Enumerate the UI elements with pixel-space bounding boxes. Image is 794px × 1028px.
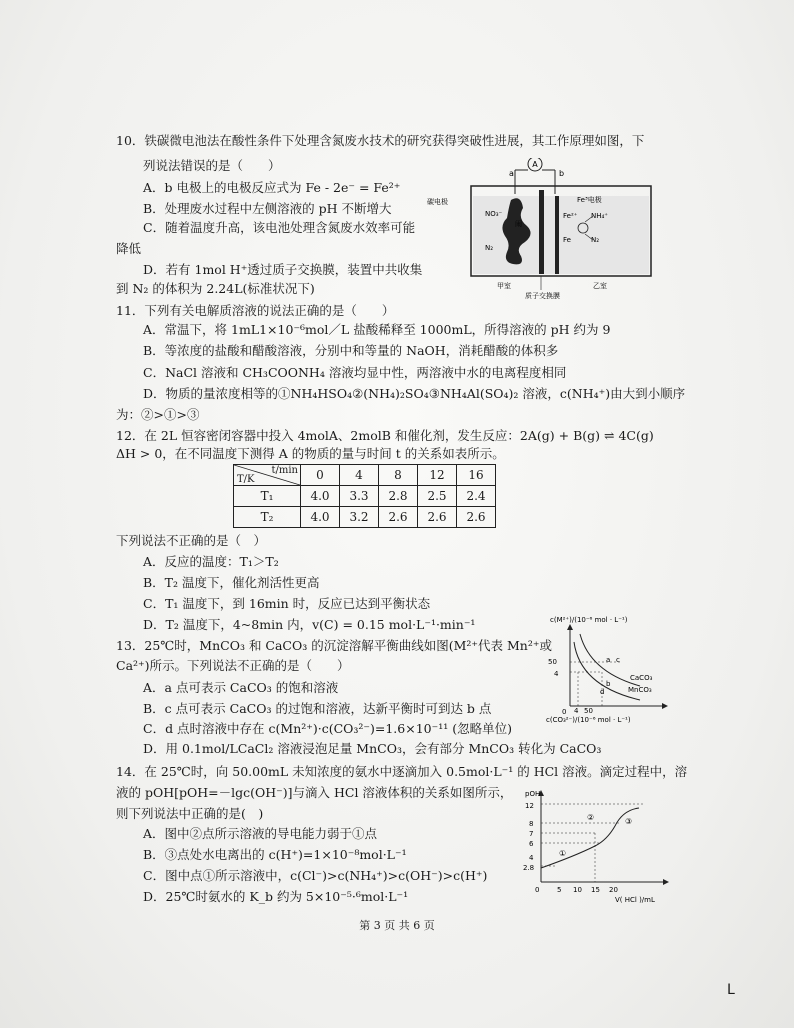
right-chamber-label: 乙室 <box>593 282 607 290</box>
table-header-row <box>234 465 496 486</box>
table-cell: 4.0 <box>301 486 340 507</box>
q11-stem: 11．下列有关电解质溶液的说法正确的是（ ） <box>116 303 395 318</box>
fe-electrode <box>555 196 559 274</box>
no3-label: NO₃⁻ <box>485 210 503 218</box>
q13-y-tick-50: 50 <box>548 658 557 666</box>
q10-option-b: B．处理废水过程中左侧溶液的 pH 不断增大 <box>143 201 392 216</box>
q14-y-tick-7: 7 <box>529 830 534 838</box>
table-cell: 3.3 <box>340 486 379 507</box>
q14-y-axis-label: pOH <box>525 790 541 798</box>
table-corner-cell <box>234 465 301 486</box>
q14-y-tick-4: 4 <box>529 854 534 862</box>
electrode-b-label: b <box>559 169 565 178</box>
q14-stem-1: 14．在 25℃时，向 50.00mL 未知浓度的氨水中逐滴加入 0.5mol·L⁻¹ 的 HCl 溶液。滴定过程中，溶 <box>116 764 688 779</box>
q12-option-b: B．T₂ 温度下，催化剂活性更高 <box>143 575 320 590</box>
q10-option-c-2: 降低 <box>116 241 142 256</box>
table-header-cell: 0 <box>301 465 340 486</box>
q14-stem-2: 液的 pOH[pOH=－lgc(OH⁻)]与滴入 HCl 溶液体积的关系如图所示， <box>116 785 513 800</box>
q10-stem-1: 10．铁碳微电池法在酸性条件下处理含氮废水技术的研究获得突破性进展，其工作原理如图，下 <box>116 133 645 148</box>
q13-solubility-graph <box>540 614 670 724</box>
table-header-cell: 8 <box>379 465 418 486</box>
proton-exchange-membrane <box>539 190 544 274</box>
q14-option-d: D．25℃时氨水的 K_b 约为 5×10⁻⁵·⁶mol·L⁻¹ <box>143 889 409 904</box>
q14-x-tick-20: 20 <box>609 886 618 894</box>
q13-option-b: B．c 点可表示 CaCO₃ 的过饱和溶液，达新平衡时可到达 b 点 <box>143 701 492 716</box>
q12-stem-2: ΔH > 0，在不同温度下测得 A 的物质的量与时间 t 的关系如表所示。 <box>116 446 505 461</box>
q14-x-tick-10: 10 <box>573 886 582 894</box>
q12-stem-1: 12．在 2L 恒容密闭容器中投入 4molA、2molB 和催化剂，发生反应：2A(g) + B(g) ⇌ 4C(g) <box>116 428 654 443</box>
table-cell: 2.6 <box>418 507 457 528</box>
q11-option-c: C．NaCl 溶液和 CH₃COONH₄ 溶液均显中性，两溶液中水的电离程度相同 <box>143 365 567 380</box>
table-cell: 2.6 <box>457 507 496 528</box>
iron-chip-label: 闹 <box>515 220 522 228</box>
q14-y-tick-6: 6 <box>529 840 534 848</box>
point-d-label: d <box>600 688 605 696</box>
carbon-label: 碳电极 <box>427 198 448 206</box>
q14-x-tick-5: 5 <box>557 886 562 894</box>
q14-option-c: C．图中点①所示溶液中，c(Cl⁻)>c(NH₄⁺)>c(OH⁻)>c(H⁺) <box>143 868 488 883</box>
table-header-cell: 12 <box>418 465 457 486</box>
q11-option-b: B．等浓度的盐酸和醋酸溶液，分别中和等量的 NaOH，消耗醋酸的体积多 <box>143 343 559 358</box>
q12-option-c: C．T₁ 温度下，到 16min 时，反应已达到平衡状态 <box>143 596 431 611</box>
q14-option-b: B．③点处水电离出的 c(H⁺)=1×10⁻⁸mol·L⁻¹ <box>143 847 407 862</box>
q14-x-axis-label: V( HCl )/mL <box>615 896 655 904</box>
q14-x-tick-15: 15 <box>591 886 600 894</box>
fe-label: Fe <box>563 236 571 244</box>
q11-option-d-2: 为：②>①>③ <box>116 407 200 422</box>
q12-data-table <box>233 464 496 528</box>
q10-option-c-1: C．随着温度升高，该电池处理含氮废水效率可能 <box>143 220 416 235</box>
point-1-label: ① <box>559 849 567 858</box>
table-cell: 2.8 <box>379 486 418 507</box>
q14-option-a: A．图中②点所示溶液的导电能力弱于①点 <box>143 826 378 841</box>
q12-question: 下列说法不正确的是（ ） <box>116 533 267 548</box>
point-2-label: ② <box>587 813 595 822</box>
ammeter-label: A <box>532 160 538 169</box>
electrode-a-label: a <box>509 169 514 178</box>
q13-stem-2: Ca²⁺)所示。下列说法不正确的是（ ） <box>116 658 350 673</box>
fe-electrode-label: Fe³电极 <box>577 196 602 204</box>
q12-option-a: A．反应的温度：T₁＞T₂ <box>143 554 279 569</box>
q12-option-d: D．T₂ 温度下，4~8min 内，v(C) = 0.15 mol·L⁻¹·min⁻¹ <box>143 617 476 632</box>
q13-y-tick-4: 4 <box>554 670 559 678</box>
table-row <box>234 507 496 528</box>
nh4-label: NH₄⁺ <box>591 212 609 220</box>
table-cell: 4.0 <box>301 507 340 528</box>
q14-y-tick-2-8: 2.8 <box>523 864 535 872</box>
q11-option-a: A．常温下，将 1mL1×10⁻⁶mol／L 盐酸稀释至 1000mL，所得溶液的 pH 约为 9 <box>143 322 611 337</box>
left-chamber-label: 甲室 <box>497 282 511 290</box>
q10-option-d-1: D．若有 1mol H⁺透过质子交换膜，装置中共收集 <box>143 262 423 277</box>
q14-x-tick-0: 0 <box>535 886 540 894</box>
point-3-label: ③ <box>625 817 633 826</box>
q10-stem-2: 列说法错误的是（ ） <box>143 158 281 173</box>
q14-y-tick-12: 12 <box>525 802 534 810</box>
page-footer: 第 3 页 共 6 页 <box>359 919 435 932</box>
q13-x-tick-50: 50 <box>584 707 593 715</box>
caco3-label: CaCO₃ <box>630 674 653 682</box>
q11-option-d-1: D．物质的量浓度相等的①NH₄HSO₄②(NH₄)₂SO₄③NH₄Al(SO₄)₂ 溶液，c(NH₄⁺)由大到小顺序 <box>143 386 686 401</box>
q13-x-axis-label: c(CO₃²⁻)/(10⁻⁶ mol · L⁻¹) <box>546 716 631 724</box>
table-cell: 3.2 <box>340 507 379 528</box>
q13-option-a: A．a 点可表示 CaCO₃ 的饱和溶液 <box>143 680 339 695</box>
mnco3-label: MnCO₃ <box>628 686 652 694</box>
q13-origin-label: 0 <box>562 708 567 716</box>
point-a-label: a <box>606 656 611 664</box>
q13-option-c: C．d 点时溶液中存在 c(Mn²⁺)·c(CO₃²⁻)=1.6×10⁻¹¹ (忽略单位) <box>143 721 512 736</box>
row-label: T₂ <box>234 507 301 528</box>
q13-x-tick-4: 4 <box>574 707 579 715</box>
corner-time-label: t/min <box>271 465 298 476</box>
q13-stem-1: 13．25℃时，MnCO₃ 和 CaCO₃ 的沉淀溶解平衡曲线如图(M²⁺代表 Mn²⁺或 <box>116 638 552 653</box>
q13-option-d: D．用 0.1mol/LCaCl₂ 溶液浸泡足量 MnCO₃，会有部分 MnCO₃ 转化为 CaCO₃ <box>143 741 602 756</box>
q14-y-tick-8: 8 <box>529 820 534 828</box>
table-cell: 2.5 <box>418 486 457 507</box>
point-c-label: c <box>616 656 620 664</box>
n2-left-label: N₂ <box>485 244 494 252</box>
point-b-label: b <box>606 680 611 688</box>
membrane-label: 质子交换膜 <box>525 292 560 300</box>
table-header-cell: 16 <box>457 465 496 486</box>
q13-y-axis-label: c(M²⁺)/(10⁻⁶ mol · L⁻¹) <box>550 616 628 624</box>
table-cell: 2.6 <box>379 507 418 528</box>
table-cell: 2.4 <box>457 486 496 507</box>
q10-option-a: A．b 电极上的电极反应式为 Fe - 2e⁻ = Fe²⁺ <box>143 180 401 195</box>
q10-cell-diagram <box>425 158 665 300</box>
corner-mark: L <box>727 982 735 998</box>
q10-option-d-2: 到 N₂ 的体积为 2.24L(标准状况下) <box>116 281 315 296</box>
q14-stem-3: 则下列说法中正确的是( ) <box>116 806 264 821</box>
fe2-label: Fe²⁺ <box>563 212 578 220</box>
table-header-cell: 4 <box>340 465 379 486</box>
n2-right-label: N₂ <box>591 236 600 244</box>
row-label: T₁ <box>234 486 301 507</box>
corner-temp-label: T/K <box>237 474 255 485</box>
q14-titration-graph <box>515 786 685 904</box>
table-row <box>234 486 496 507</box>
